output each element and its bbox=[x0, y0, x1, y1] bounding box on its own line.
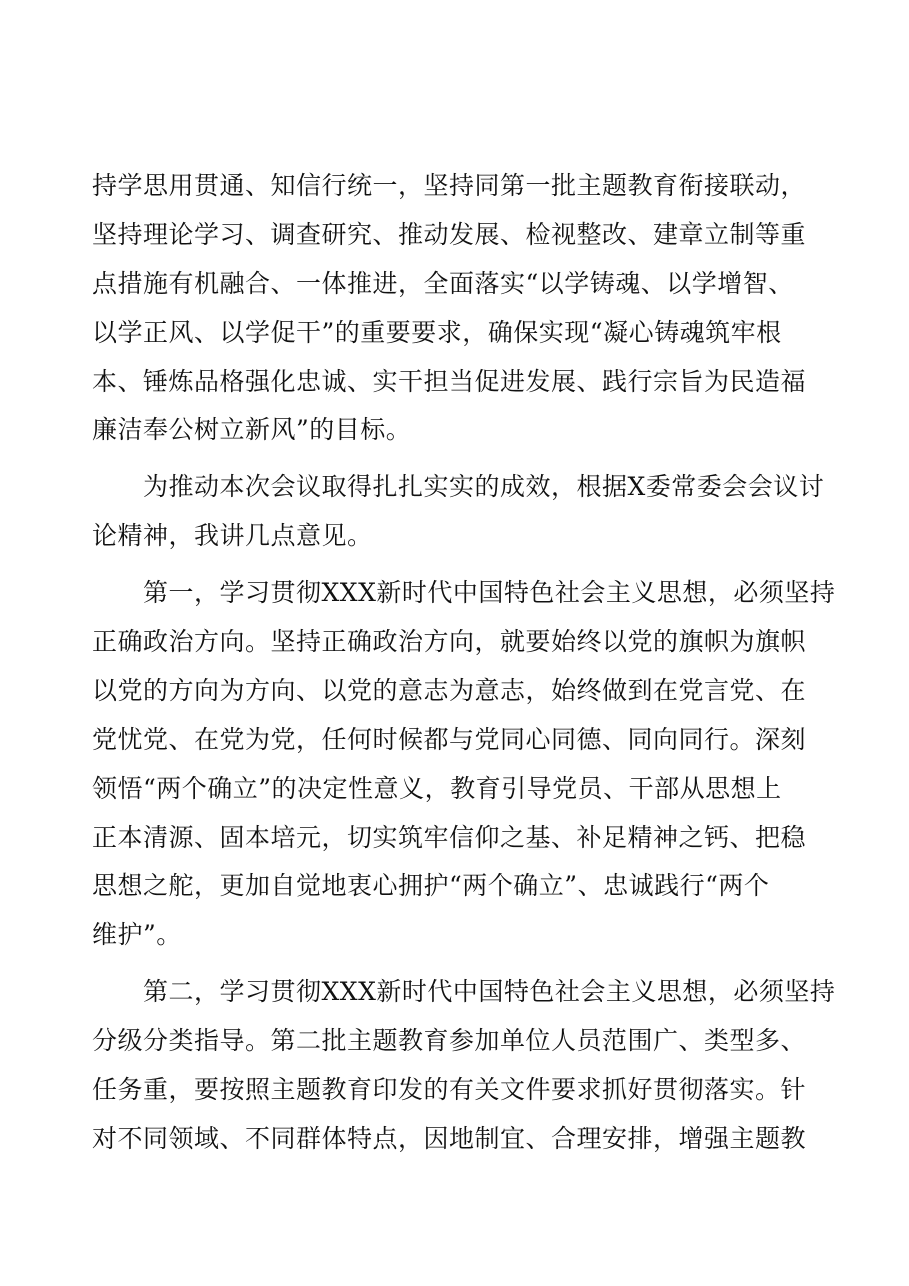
text-line: 思想之舵，更加自觉地衷心拥护“两个确立”、忠诚践行“两个 bbox=[92, 871, 770, 901]
text-line: 坚持理论学习、调查研究、推动发展、检视整改、建章立制等重 bbox=[92, 219, 807, 249]
text-line: 第二，学习贯彻XXX新时代中国特色社会主义思想，必须坚持 bbox=[92, 977, 836, 1007]
document-body bbox=[92, 162, 836, 1164]
text-line: 论精神，我讲几点意见。 bbox=[92, 521, 373, 551]
text-line: 廉洁奉公树立新风”的目标。 bbox=[92, 415, 412, 445]
paragraph-4 bbox=[92, 968, 836, 1164]
paragraph-2 bbox=[92, 463, 832, 561]
text-line: 以学正风、以学促干”的重要要求，确保实现“凝心铸魂筑牢根 bbox=[92, 317, 782, 347]
text-line: 正确政治方向。坚持正确政治方向，就要始终以党的旗帜为旗帜 bbox=[92, 627, 807, 657]
text-line: 分级分类指导。第二批主题教育参加单位人员范围广、类型多、 bbox=[92, 1026, 807, 1056]
text-line: 维护”。 bbox=[92, 920, 182, 950]
text-line: 本、锤炼品格强化忠诚、实干担当促进发展、践行宗旨为民造福 bbox=[92, 366, 807, 396]
text-line: 正本清源、固本培元，切实筑牢信仰之基、补足精神之钙、把稳 bbox=[92, 822, 807, 852]
text-line: 持学思用贯通、知信行统一，坚持同第一批主题教育衔接联动， bbox=[92, 171, 807, 200]
text-line: 第一，学习贯彻XXX新时代中国特色社会主义思想，必须坚持 bbox=[92, 578, 836, 608]
text-line: 以党的方向为方向、以党的意志为意志，始终做到在党言党、在 bbox=[92, 675, 807, 705]
paragraph-3 bbox=[92, 569, 836, 960]
text-line: 任务重，要按照主题教育印发的有关文件要求抓好贯彻落实。针 bbox=[92, 1075, 807, 1105]
paragraph-1 bbox=[92, 162, 832, 455]
text-line: 点措施有机融合、一体推进，全面落实“以学铸魂、以学增智、 bbox=[92, 268, 794, 298]
text-line: 为推动本次会议取得扎扎实实的成效，根据X委常委会会议讨 bbox=[92, 472, 825, 502]
text-line: 党忧党、在党为党，任何时候都与党同心同德、同向同行。深刻 bbox=[92, 724, 807, 754]
text-line: 领悟“两个确立”的决定性意义，教育引导党员、干部从思想上 bbox=[92, 773, 782, 803]
text-line: 对不同领域、不同群体特点，因地制宜、合理安排，增强主题教 bbox=[92, 1123, 807, 1153]
